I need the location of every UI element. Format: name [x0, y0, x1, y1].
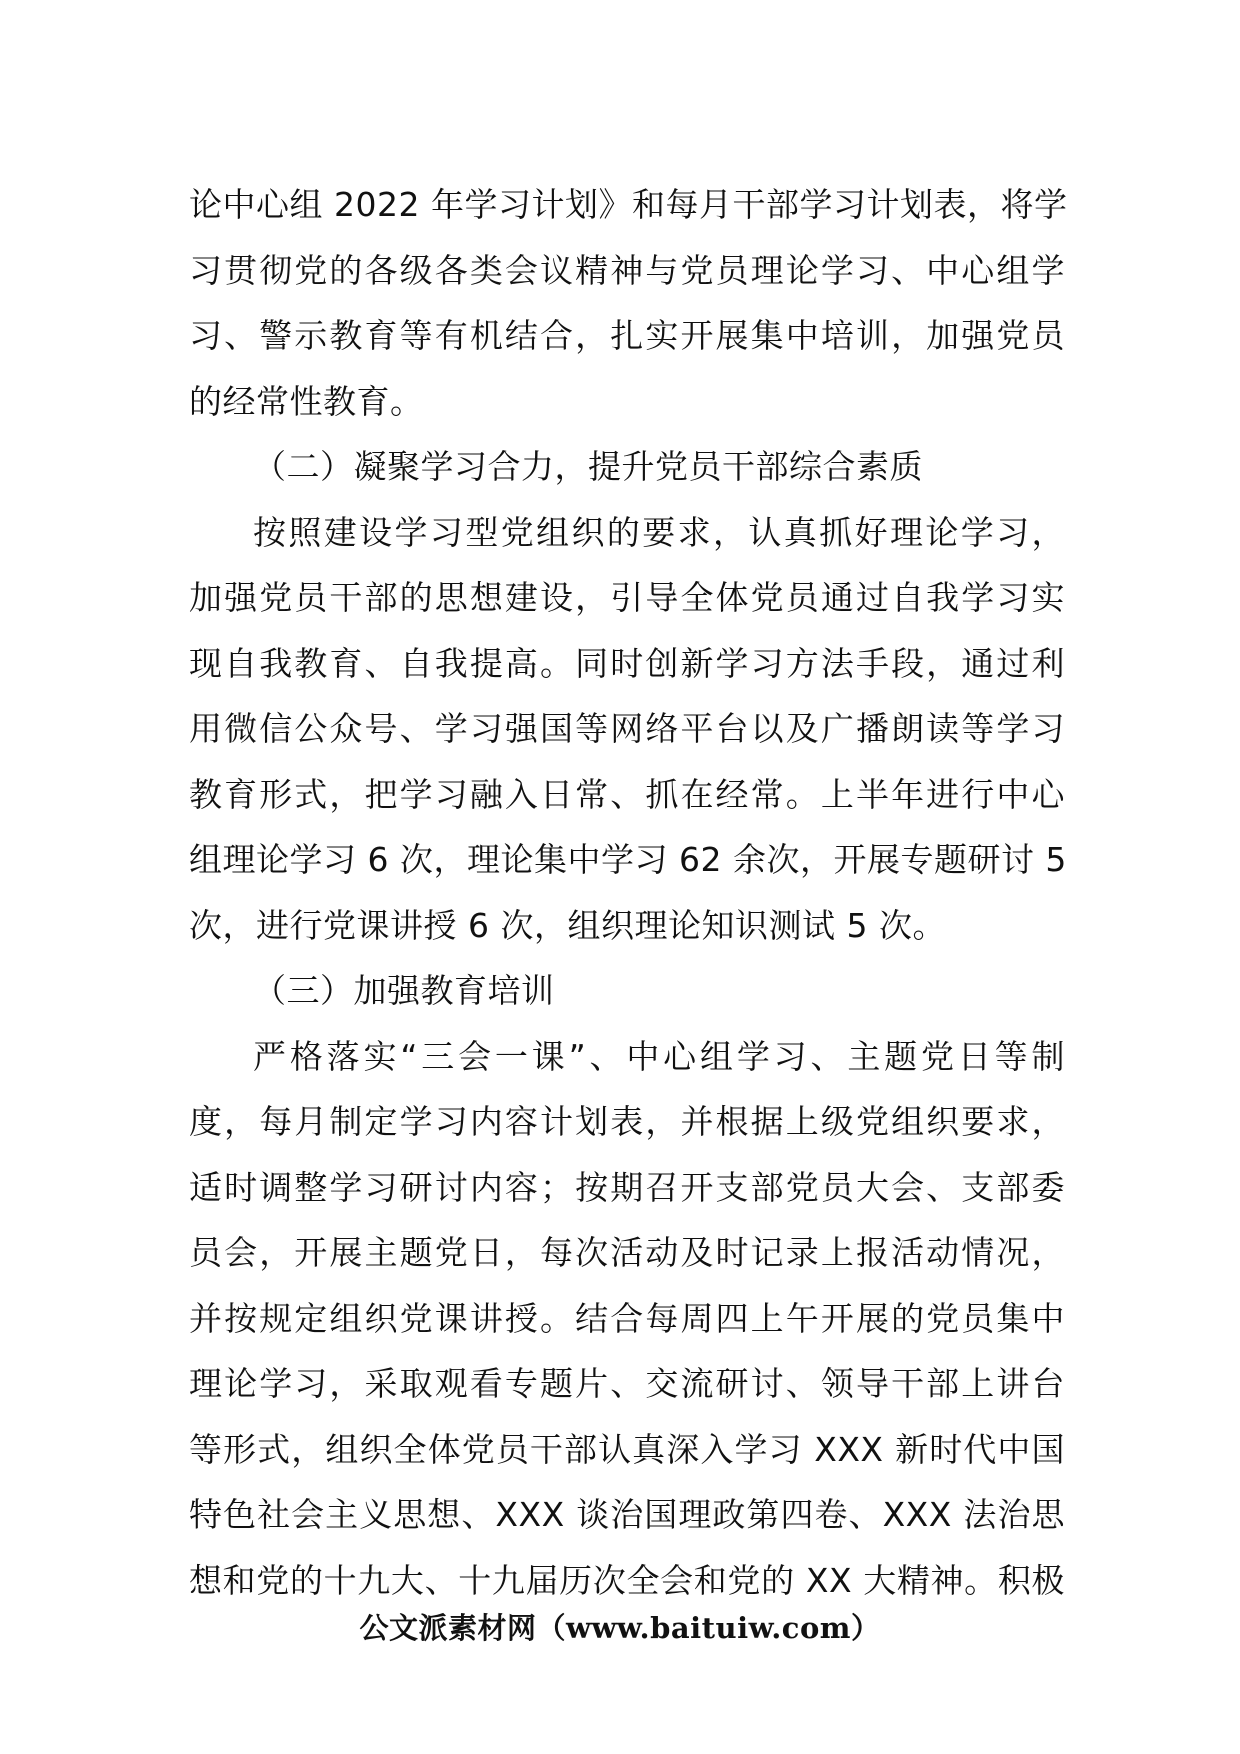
section-heading: （三）加强教育培训 — [253, 971, 555, 1010]
text-line: 等形式，组织全体党员干部认真深入学习 XXX 新时代中国 — [189, 1429, 1065, 1469]
text-line: 理论学习，采取观看专题片、交流研讨、领导干部上讲台 — [189, 1364, 1065, 1403]
text-line: 严格落实“三会一课”、中心组学习、主题党日等制 — [253, 1036, 1065, 1076]
text-line: 按照建设学习型党组织的要求，认真抓好理论学习， — [253, 512, 1065, 552]
text-line: 组理论学习 6 次，理论集中学习 62 余次，开展专题研讨 5 — [189, 840, 1067, 879]
text-line: 想和党的十九大、十九届历次全会和党的 XX 大精神。积极 — [189, 1560, 1065, 1600]
text-line: 用微信公众号、学习强国等网络平台以及广播朗读等学习 — [189, 709, 1065, 748]
text-line: 现自我教育、自我提高。同时创新学习方法手段，通过利 — [189, 643, 1065, 683]
text-line: 教育形式，把学习融入日常、抓在经常。上半年进行中心 — [189, 774, 1065, 814]
text-line: 员会，开展主题党日，每次活动及时记录上报活动情况， — [189, 1233, 1065, 1272]
text-line: 习贯彻党的各级各类会议精神与党员理论学习、中心组学 — [189, 250, 1065, 290]
text-line: 度，每月制定学习内容计划表，并根据上级党组织要求， — [189, 1102, 1065, 1141]
text-line: 适时调整学习研讨内容；按期召开支部党员大会、支部委 — [189, 1167, 1065, 1207]
text-line: 习、警示教育等有机结合，扎实开展集中培训，加强党员 — [189, 316, 1065, 355]
text-line: 加强党员干部的思想建设，引导全体党员通过自我学习实 — [189, 578, 1065, 617]
section-heading: （二）凝聚学习合力，提升党员干部综合素质 — [253, 447, 923, 486]
text-line: 论中心组 2022 年学习计划》和每月干部学习计划表，将学 — [189, 185, 1068, 224]
text-line: 的经常性教育。 — [189, 381, 424, 421]
document-body — [189, 172, 1068, 1613]
text-line: 次，进行党课讲授 6 次，组织理论知识测试 5 次。 — [189, 905, 946, 945]
footer-watermark: 公文派素材网（www.baituiw.com） — [359, 1611, 881, 1645]
text-line: 特色社会主义思想、XXX 谈治国理政第四卷、XXX 法治思 — [189, 1495, 1065, 1534]
text-line: 并按规定组织党课讲授。结合每周四上午开展的党员集中 — [189, 1298, 1065, 1338]
